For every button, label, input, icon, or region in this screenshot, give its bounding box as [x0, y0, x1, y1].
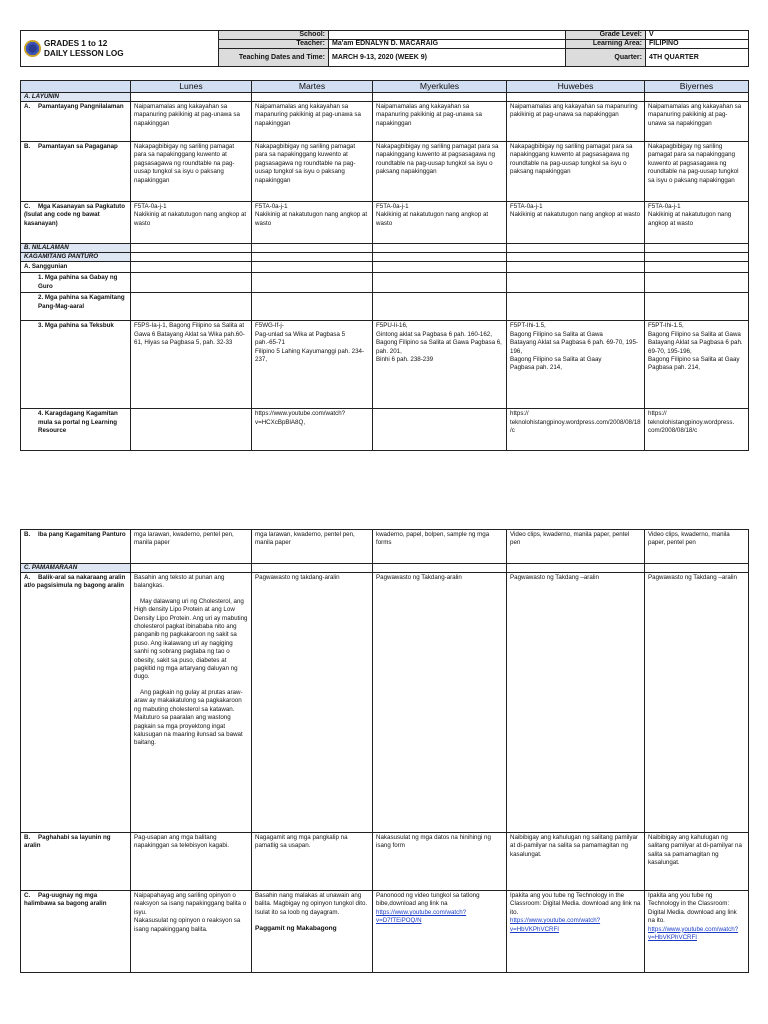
cell-huwebes: Video clips, kwaderno, manila paper, pentel pen	[507, 530, 645, 564]
cell-biyernes: Naibibigay ang kahulugan ng salitang pamilyar at di-pamilyar na salita sa pamamagitan ng kasalungat.	[645, 833, 749, 891]
paragraph: May dalawang uri ng Cholesterol, ang High density Lipo Protein at ang Low Density Lipo Protein. Ang uri ay mabuting cholesterol pagkat ibinababa nito ang panganib ng pagkakaroon ng sakit sa puso. Ang ikalawang uri ay nagiging sanhi ng sobrang pagtaba ng tao o obesity, sakit sa puso, diabetes at pagkitid ng mga artaryang daluyan ng dugo.	[134, 597, 248, 681]
row-label: B. Paghahabi sa layunin ng aralin	[21, 833, 131, 891]
dates-value: MARCH 9-13, 2020 (WEEK 9)	[329, 49, 566, 67]
row-gabay-ng-guro	[21, 273, 749, 293]
cell-martes: F5TA-0a-j-1 Nakikinig at nakatutugon nang angkop at wasto	[252, 202, 373, 244]
row-label: A. Pamantayang Pangnilalaman	[21, 102, 131, 142]
lesson-log-page-1	[20, 30, 748, 451]
cell-myerkules: Nakasusulat ng mga datos na hinihingi ng isang form	[373, 833, 507, 891]
quarter-label: Quarter:	[566, 49, 646, 67]
row-label: B. Iba pang Kagamitang Panturo	[21, 530, 131, 564]
cell-biyernes: F5TA-0a-j-1 Nakikinig at nakatutugon nang angkop at wasto	[645, 202, 749, 244]
row-label: B. Pamantayan sa Pagaganap	[21, 142, 131, 202]
teacher-label: Teacher:	[219, 40, 329, 49]
cell-lunes	[131, 409, 252, 451]
cell-myerkules: F5TA-0a-j-1 Nakikinig at nakatutugon nang angkop at wasto	[373, 202, 507, 244]
youtube-link[interactable]: https://www.youtube.com/watch?v=HbVKPhVCRFI	[510, 917, 601, 933]
section-layunin	[21, 93, 749, 102]
cell-myerkules: Nakapagbibigay ng sariling pamagat para sa napakinggang kuwento at pagsasagawa ng roundtable na pag-uusap tungkol sa isyu o paksang napakinggan	[373, 142, 507, 202]
cell-biyernes	[645, 891, 749, 973]
quarter-value: 4TH QUARTER	[646, 49, 749, 67]
day-lunes: Lunes	[131, 81, 252, 93]
cell-text: Ipakita ang you tube ng Technology in the Classroom: Digital Media. download ang link na ito.	[648, 892, 737, 925]
day-myerkules: Myerkules	[373, 81, 507, 93]
cell-text: Basahin nang malakas at unawain ang balita. Magbigay ng opinyon tungkol dito. Isulat ito sa loob ng dayagram.	[255, 892, 368, 916]
cell-lunes: F5PS-Ia-j-1, Bagong Filipino sa Salita at Gawa 6 Batayang Aklat sa Wika pah.60-61, Hiyas sa Pagbasa 5, pah. 32-33	[131, 321, 252, 409]
cell-myerkules: F5PU-Ii-16, Gintong aklat sa Pagbasa 6 pah. 160-162, Bagong Filipino sa Salita at Gawa Pagbasa 6, pah. 201, Binhi 6 pah. 238-239	[373, 321, 507, 409]
row-paghahabi	[21, 833, 749, 891]
cell-biyernes: Pagwawasto ng Takdang –aralin	[645, 573, 749, 833]
dates-label: Teaching Dates and Time:	[219, 49, 329, 67]
section-nilalaman	[21, 244, 749, 253]
cell-martes: F5WG-If-j- Pag-unlad sa Wika at Pagbasa 5 pah.-65-71 Filipino 5 Lahing Kayumanggi pah. 234-237,	[252, 321, 373, 409]
day-martes: Martes	[252, 81, 373, 93]
row-label: 2. Mga pahina sa Kagamitang Pang-Mag-aaral	[21, 293, 131, 321]
cell-lunes: mga larawan, kwaderno, pentel pen, manila paper	[131, 530, 252, 564]
cell-huwebes: Naipamamalas ang kakayahan sa mapanuring pakikinig at pag-unawa sa napakinggan	[507, 102, 645, 142]
row-kagamitang-pang-mag-aaral	[21, 293, 749, 321]
day-biyernes: Biyernes	[645, 81, 749, 93]
cell-biyernes: https:// teknolohistangpinoy.wordpress. com/2008/08/18/c	[645, 409, 749, 451]
cell-huwebes: F5TA-0a-j-1 Nakikinig at nakatutugon nang angkop at wasto	[507, 202, 645, 244]
youtube-link[interactable]: https://www.youtube.com/watch?v=HbVKPhVCRFI	[648, 925, 739, 942]
cell-huwebes: Nakapagbibigay ng sariling pamagat para sa napakinggang kuwento at pagsasagawa ng roundtable na pag-uusap tungkol sa isyu o paksang napakinggan	[507, 142, 645, 202]
cell-lunes: Nakapagbibigay ng sariling pamagat para sa napakinggang kuwento at pagsasagawa ng roundtable na pag-uusap tungkol sa isyu o paksang napakinggan	[131, 142, 252, 202]
cell-lunes: Naipamamalas ang kakayahan sa mapanuring pakikinig at pag-unawa sa napakinggan	[131, 102, 252, 142]
section-kagamitan-label: KAGAMITANG PANTURO	[21, 253, 131, 262]
logo-line2: DAILY LESSON LOG	[44, 48, 124, 58]
cell-martes	[252, 891, 373, 973]
row-karagdagang-kagamitan	[21, 409, 749, 451]
cell-myerkules: kwaderno, papel, bolpen, sample ng mga forms	[373, 530, 507, 564]
header-table	[20, 30, 749, 67]
cell-huwebes: https:// teknolohistangpinoy.wordpress.com/2008/08/18/c	[507, 409, 645, 451]
paragraph: Ang pagkain ng gulay at prutas araw-araw ay makakatulong sa pagkakaroon ng mabuting cholesterol sa katawan. Maituturo sa paaralan ang wastong pagkain sa mga proyektong ingat kalusugan na maaring ilunsad sa bawat baitang.	[134, 688, 243, 747]
cell-martes: Naipamamalas ang kakayahan sa mapanuring pakikinig at pag-unawa sa napakinggan	[252, 102, 373, 142]
cell-lunes: Pag-usapan ang mga balitang napakinggan sa telebisyon kagabi.	[131, 833, 252, 891]
cell-myerkules	[373, 409, 507, 451]
row-pamantayang-pangnilalaman	[21, 102, 749, 142]
row-pag-uugnay	[21, 891, 749, 973]
row-iba-pang-kagamitan	[21, 530, 749, 564]
lesson-log-page-2	[20, 529, 748, 973]
section-kagamitan	[21, 253, 749, 262]
section-layunin-label: A. LAYUNIN	[21, 93, 131, 102]
cell-subheading: Paggamit ng Makabagong	[255, 925, 337, 933]
row-label: A. Sanggunian	[21, 262, 131, 273]
cell-myerkules	[373, 891, 507, 973]
school-value	[329, 31, 566, 40]
cell-huwebes: Pagwawasto ng Takdang –aralin	[507, 573, 645, 833]
deped-logo-block	[21, 31, 219, 67]
cell-martes: Nakapagbibigay ng sariling pamagat para sa napakinggang kuwento at pagsasagawa ng roundtable na pag-uusap tungkol sa isyu o paksang napakinggan	[252, 142, 373, 202]
grade-value: V	[646, 31, 749, 40]
grade-label: Grade Level:	[566, 31, 646, 40]
cell-myerkules: Pagwawasto ng Takdang-aralin	[373, 573, 507, 833]
cell-lunes: Naipapahayag ang sariling opinyon o reaksyon sa isang napakinggang balita o isyu. Nakasusulat ng opinyon o reaksyon sa isang napakinggang balita.	[131, 891, 252, 973]
lesson-table-page-1	[20, 80, 749, 451]
cell-text: Panonood ng video tungkol sa tatlong bibe,download ang link na	[376, 892, 480, 908]
area-value: FILIPINO	[646, 40, 749, 49]
day-header-row	[21, 81, 749, 93]
paragraph: Basahin ang teksto at punan ang balangkas.	[134, 574, 225, 590]
section-nilalaman-label: B. NILALAMAN	[21, 244, 131, 253]
teacher-value: Ma'am EDNALYN D. MACARAIG	[329, 40, 566, 49]
row-balik-aral	[21, 573, 749, 833]
cell-martes: https://www.youtube.com/watch?v=HCXcBpBlA8Q,	[252, 409, 373, 451]
cell-biyernes: Video clips, kwaderno, manila paper, pentel pen	[645, 530, 749, 564]
cell-lunes: F5TA-0a-j-1 Nakikinig at nakatutugon nang angkop at wasto	[131, 202, 252, 244]
cell-martes: Pagwawasto ng takdang-aralin	[252, 573, 373, 833]
row-label: C. Pag-uugnay ng mga halimbawa sa bagong aralin	[21, 891, 131, 973]
area-label: Learning Area:	[566, 40, 646, 49]
cell-text: Ipakita ang you tube ng Technology in the Classroom: Digital Media. download ang link na ito.	[510, 892, 641, 916]
cell-huwebes	[507, 891, 645, 973]
cell-huwebes: Naibibigay ang kahulugan ng salitang pamilyar at di-pamilyar na salita sa pamamagitan ng kasalungat.	[507, 833, 645, 891]
row-sanggunian	[21, 262, 749, 273]
row-label: 1. Mga pahina sa Gabay ng Guro	[21, 273, 131, 293]
cell-myerkules: Naipamamalas ang kakayahan sa mapanuring pakikinig at pag-unawa sa napakinggan	[373, 102, 507, 142]
row-mga-kasanayan	[21, 202, 749, 244]
cell-martes: Nagagamit ang mga pangkalip na pamatlig sa usapan.	[252, 833, 373, 891]
row-label: 4. Karagdagang Kagamitan mula sa portal ng Learning Resource	[21, 409, 131, 451]
cell-biyernes: Nakapagbibigay ng sariling pamagat para sa napakinggang kuwento at pagsasagawa ng roundtable na pag-uusap tungkol sa isyu o paksang napakinggan	[645, 142, 749, 202]
cell-biyernes: F5PT-Ihi-1.5, Bagong Filipino sa Salita at Gawa Batayang Aklat sa Pagbasa 6 pah. 69-70, 195-196, Bagong Filipino sa Salita at Gaay Pagbasa pah. 214,	[645, 321, 749, 409]
school-label: School:	[219, 31, 329, 40]
row-pamantayan-sa-paganap	[21, 142, 749, 202]
cell-lunes	[131, 573, 252, 833]
cell-biyernes: Naipamamalas ang kakayahan sa mapanuring pakikinig at pag-unawa sa napakinggan	[645, 102, 749, 142]
youtube-link[interactable]: https://www.youtube.com/watch?v=D7fTEiPOQ/N	[376, 908, 467, 925]
logo-line1: GRADES 1 to 12	[44, 39, 108, 49]
day-huwebes: Huwebes	[507, 81, 645, 93]
lesson-table-page-2	[20, 529, 749, 973]
section-pamamaraan	[21, 564, 749, 573]
cell-martes: mga larawan, kwaderno, pentel pen, manila paper	[252, 530, 373, 564]
row-label: 3. Mga pahina sa Teksbuk	[21, 321, 131, 409]
cell-huwebes: F5PT-Ihi-1.5, Bagong Filipino sa Salita at Gawa Batayang Aklat sa Pagbasa 6 pah. 69-70, 195-196, Bagong Filipino sa Salita at Gaay Pagbasa pah. 214,	[507, 321, 645, 409]
row-label: A. Balik-aral sa nakaraang aralin at/o pagsisimula ng bagong aralin	[21, 573, 131, 833]
day-header-blank	[21, 81, 131, 93]
row-teksbuk	[21, 321, 749, 409]
section-pamamaraan-label: C. PAMAMARAAN	[21, 564, 131, 573]
deped-seal-icon	[24, 40, 41, 57]
row-label: C. Mga Kasanayan sa Pagkatuto (Isulat ang code ng bawat kasanayan)	[21, 202, 131, 244]
